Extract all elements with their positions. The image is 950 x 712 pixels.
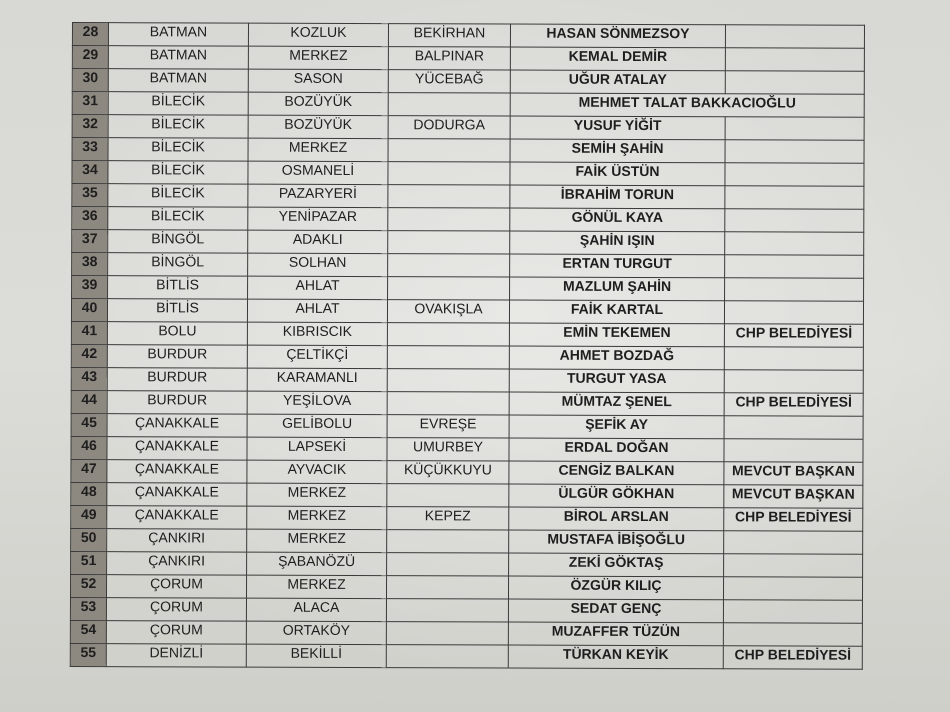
province-cell: BİLECİK: [108, 184, 248, 207]
candidate-name-cell: FAİK ÜSTÜN: [510, 162, 725, 186]
table-row: [72, 253, 864, 279]
province-cell: ÇANAKKALE: [107, 506, 247, 529]
row-number: 46: [71, 436, 107, 459]
candidate-name-cell: UĞUR ATALAY: [510, 70, 725, 94]
province-cell: ÇORUM: [106, 621, 246, 644]
table-row: [71, 321, 863, 347]
candidate-name-cell: SEDAT GENÇ: [508, 599, 723, 623]
town-cell: [388, 162, 510, 185]
district-cell: AHLAT: [248, 276, 388, 299]
town-cell: KEPEZ: [387, 507, 509, 530]
note-cell: [724, 531, 863, 554]
table-row: [71, 482, 863, 508]
province-cell: BİLECİK: [108, 207, 248, 230]
row-number: 30: [72, 69, 108, 92]
table-row: [71, 505, 863, 531]
note-cell: [725, 278, 864, 301]
candidate-name-cell: KEMAL DEMİR: [510, 47, 725, 71]
table-row: [72, 69, 864, 95]
note-cell: [723, 577, 862, 600]
note-cell: [725, 163, 864, 186]
district-cell: AHLAT: [247, 299, 387, 322]
row-number: 52: [70, 574, 106, 597]
district-cell: YEŞİLOVA: [247, 391, 387, 414]
row-number: 28: [72, 23, 108, 46]
province-cell: ÇANAKKALE: [107, 437, 247, 460]
row-number: 54: [70, 620, 106, 643]
row-number: 37: [72, 230, 108, 253]
table-row: [71, 344, 863, 370]
district-cell: KARAMANLI: [247, 368, 387, 391]
district-cell: SOLHAN: [248, 253, 388, 276]
table-row: [71, 299, 863, 325]
note-cell: [724, 416, 863, 439]
province-cell: ÇANAKKALE: [107, 414, 247, 437]
province-cell: ÇANAKKALE: [107, 460, 247, 483]
district-cell: MERKEZ: [247, 506, 387, 529]
table-row: [72, 46, 864, 72]
candidate-name-cell: ŞEFİK AY: [509, 415, 724, 439]
table-row: [71, 367, 863, 393]
town-cell: [387, 530, 509, 553]
row-number: 41: [71, 321, 107, 344]
town-cell: [388, 93, 510, 116]
note-cell: [725, 209, 864, 232]
candidate-name-cell: İBRAHİM TORUN: [510, 185, 725, 209]
district-cell: ADAKLI: [248, 230, 388, 253]
table-row: [70, 574, 862, 600]
province-cell: BİNGÖL: [108, 230, 248, 253]
candidate-name-cell: YUSUF YİĞİT: [510, 116, 725, 140]
candidate-name-cell: AHMET BOZDAĞ: [509, 346, 724, 370]
town-cell: [388, 277, 510, 300]
town-cell: BALPINAR: [388, 47, 510, 70]
district-cell: PAZARYERİ: [248, 184, 388, 207]
town-cell: [388, 185, 510, 208]
town-cell: [388, 139, 510, 162]
district-cell: OSMANELİ: [248, 161, 388, 184]
district-cell: YENİPAZAR: [248, 207, 388, 230]
note-cell: MEVCUT BAŞKAN: [724, 462, 863, 485]
town-cell: UMURBEY: [387, 438, 509, 461]
candidate-name-cell: MÜMTAZ ŞENEL: [509, 392, 724, 416]
town-cell: YÜCEBAĞ: [388, 70, 510, 93]
district-cell: MERKEZ: [248, 46, 388, 69]
candidate-name-cell: GÖNÜL KAYA: [510, 208, 725, 232]
note-cell: MEVCUT BAŞKAN: [724, 485, 863, 508]
note-cell: [724, 554, 863, 577]
note-cell: [725, 186, 864, 209]
candidate-name-cell: EMİN TEKEMEN: [509, 323, 724, 347]
province-cell: BURDUR: [107, 368, 247, 391]
district-cell: BOZÜYÜK: [248, 92, 388, 115]
candidate-name-cell: ZEKİ GÖKTAŞ: [509, 553, 724, 577]
candidate-name-cell: ÜLGÜR GÖKHAN: [509, 484, 724, 508]
table-row: [72, 184, 864, 210]
town-cell: [387, 484, 509, 507]
row-number: 32: [72, 115, 108, 138]
note-cell: [724, 439, 863, 462]
candidate-name-cell: SEMİH ŞAHİN: [510, 139, 725, 163]
province-cell: BATMAN: [108, 23, 248, 46]
candidate-name-cell: ŞAHİN IŞIN: [510, 231, 725, 255]
note-cell: CHP BELEDİYESİ: [723, 646, 862, 669]
candidate-name-cell: MEHMET TALAT BAKKACIOĞLU: [510, 93, 864, 117]
note-cell: CHP BELEDİYESİ: [724, 508, 863, 531]
town-cell: [387, 323, 509, 346]
note-cell: [723, 623, 862, 646]
candidate-name-cell: FAİK KARTAL: [509, 300, 724, 324]
candidate-name-cell: BİROL ARSLAN: [509, 507, 724, 531]
province-cell: BİTLİS: [107, 299, 247, 322]
note-cell: [725, 25, 864, 48]
district-cell: ALACA: [246, 598, 386, 621]
table-row: [71, 528, 863, 554]
province-cell: BATMAN: [108, 69, 248, 92]
town-cell: EVREŞE: [387, 415, 509, 438]
town-cell: [388, 208, 510, 231]
province-cell: ÇANKIRI: [107, 552, 247, 575]
table-row: [72, 207, 864, 233]
table-row: [72, 115, 864, 141]
note-cell: [725, 140, 864, 163]
candidate-name-cell: MUZAFFER TÜZÜN: [508, 622, 723, 646]
district-cell: ORTAKÖY: [246, 621, 386, 644]
note-cell: [725, 117, 864, 140]
town-cell: OVAKIŞLA: [387, 300, 509, 323]
candidate-name-cell: ERTAN TURGUT: [510, 254, 725, 278]
row-number: 43: [71, 367, 107, 390]
district-cell: BEKİLLİ: [246, 644, 386, 667]
district-cell: LAPSEKİ: [247, 437, 387, 460]
town-cell: [386, 622, 508, 645]
district-cell: ŞABANÖZÜ: [247, 552, 387, 575]
district-cell: MERKEZ: [246, 575, 386, 598]
province-cell: ÇANAKKALE: [107, 483, 247, 506]
town-cell: [387, 369, 509, 392]
town-cell: [386, 599, 508, 622]
town-cell: [386, 576, 508, 599]
province-cell: BİLECİK: [108, 161, 248, 184]
candidate-name-cell: TÜRKAN KEYİK: [508, 645, 723, 669]
note-cell: [725, 48, 864, 71]
province-cell: BİNGÖL: [108, 253, 248, 276]
table-row: [72, 276, 864, 302]
table-row: [72, 23, 864, 49]
note-cell: [725, 255, 864, 278]
table-row: [71, 459, 863, 485]
table-row: [71, 413, 863, 439]
district-cell: ÇELTİKÇİ: [247, 345, 387, 368]
province-cell: DENİZLİ: [106, 644, 246, 667]
row-number: 49: [71, 505, 107, 528]
note-cell: [725, 232, 864, 255]
district-cell: MERKEZ: [248, 138, 388, 161]
row-number: 34: [72, 161, 108, 184]
row-number: 36: [72, 207, 108, 230]
note-cell: [724, 347, 863, 370]
row-number: 35: [72, 184, 108, 207]
table-row: [72, 230, 864, 256]
province-cell: ÇORUM: [106, 598, 246, 621]
town-cell: BEKİRHAN: [388, 24, 510, 47]
row-number: 55: [70, 643, 106, 666]
district-cell: BOZÜYÜK: [248, 115, 388, 138]
note-cell: [724, 301, 863, 324]
candidate-name-cell: HASAN SÖNMEZSOY: [510, 24, 725, 48]
table-row: [72, 138, 864, 164]
district-cell: GELİBOLU: [247, 414, 387, 437]
candidate-name-cell: TURGUT YASA: [509, 369, 724, 393]
town-cell: KÜÇÜKKUYU: [387, 461, 509, 484]
note-cell: CHP BELEDİYESİ: [724, 324, 863, 347]
table-row: [71, 390, 863, 416]
row-number: 50: [71, 528, 107, 551]
province-cell: BURDUR: [107, 391, 247, 414]
table-row: [70, 597, 862, 623]
row-number: 53: [70, 597, 106, 620]
note-cell: [725, 71, 864, 94]
candidate-name-cell: ERDAL DOĞAN: [509, 438, 724, 462]
row-number: 39: [72, 276, 108, 299]
town-cell: [387, 553, 509, 576]
town-cell: [388, 231, 510, 254]
row-number: 29: [72, 46, 108, 69]
note-cell: CHP BELEDİYESİ: [724, 393, 863, 416]
town-cell: [387, 392, 509, 415]
table-row: [70, 643, 862, 669]
row-number: 42: [71, 344, 107, 367]
row-number: 40: [71, 299, 107, 322]
table-row: [71, 551, 863, 577]
province-cell: BİLECİK: [108, 115, 248, 138]
province-cell: ÇANKIRI: [107, 529, 247, 552]
note-cell: [724, 370, 863, 393]
table-row: [71, 436, 863, 462]
town-cell: [386, 645, 508, 668]
province-cell: ÇORUM: [106, 575, 246, 598]
district-cell: SASON: [248, 69, 388, 92]
district-cell: AYVACIK: [247, 460, 387, 483]
province-cell: BURDUR: [107, 345, 247, 368]
row-number: 51: [71, 551, 107, 574]
province-cell: BİLECİK: [108, 138, 248, 161]
note-cell: [723, 600, 862, 623]
province-cell: BİLECİK: [108, 92, 248, 115]
row-number: 48: [71, 482, 107, 505]
table-row: [72, 161, 864, 187]
table-row: [72, 92, 864, 118]
table-body: [70, 23, 864, 670]
row-number: 38: [72, 253, 108, 276]
candidate-name-cell: MAZLUM ŞAHİN: [510, 277, 725, 301]
town-cell: [387, 346, 509, 369]
town-cell: [388, 254, 510, 277]
table-row: [70, 620, 862, 646]
row-number: 45: [71, 413, 107, 436]
row-number: 47: [71, 459, 107, 482]
district-cell: KOZLUK: [248, 23, 388, 46]
candidate-name-cell: MUSTAFA İBİŞOĞLU: [509, 530, 724, 554]
town-cell: DODURGA: [388, 116, 510, 139]
province-cell: BİTLİS: [108, 276, 248, 299]
row-number: 31: [72, 92, 108, 115]
candidate-name-cell: CENGİZ BALKAN: [509, 461, 724, 485]
province-cell: BOLU: [107, 322, 247, 345]
district-cell: KIBRISCIK: [247, 322, 387, 345]
candidate-name-cell: ÖZGÜR KILIÇ: [508, 576, 723, 600]
row-number: 44: [71, 390, 107, 413]
row-number: 33: [72, 138, 108, 161]
candidate-table: [70, 22, 865, 670]
province-cell: BATMAN: [108, 46, 248, 69]
district-cell: MERKEZ: [247, 529, 387, 552]
district-cell: MERKEZ: [247, 483, 387, 506]
